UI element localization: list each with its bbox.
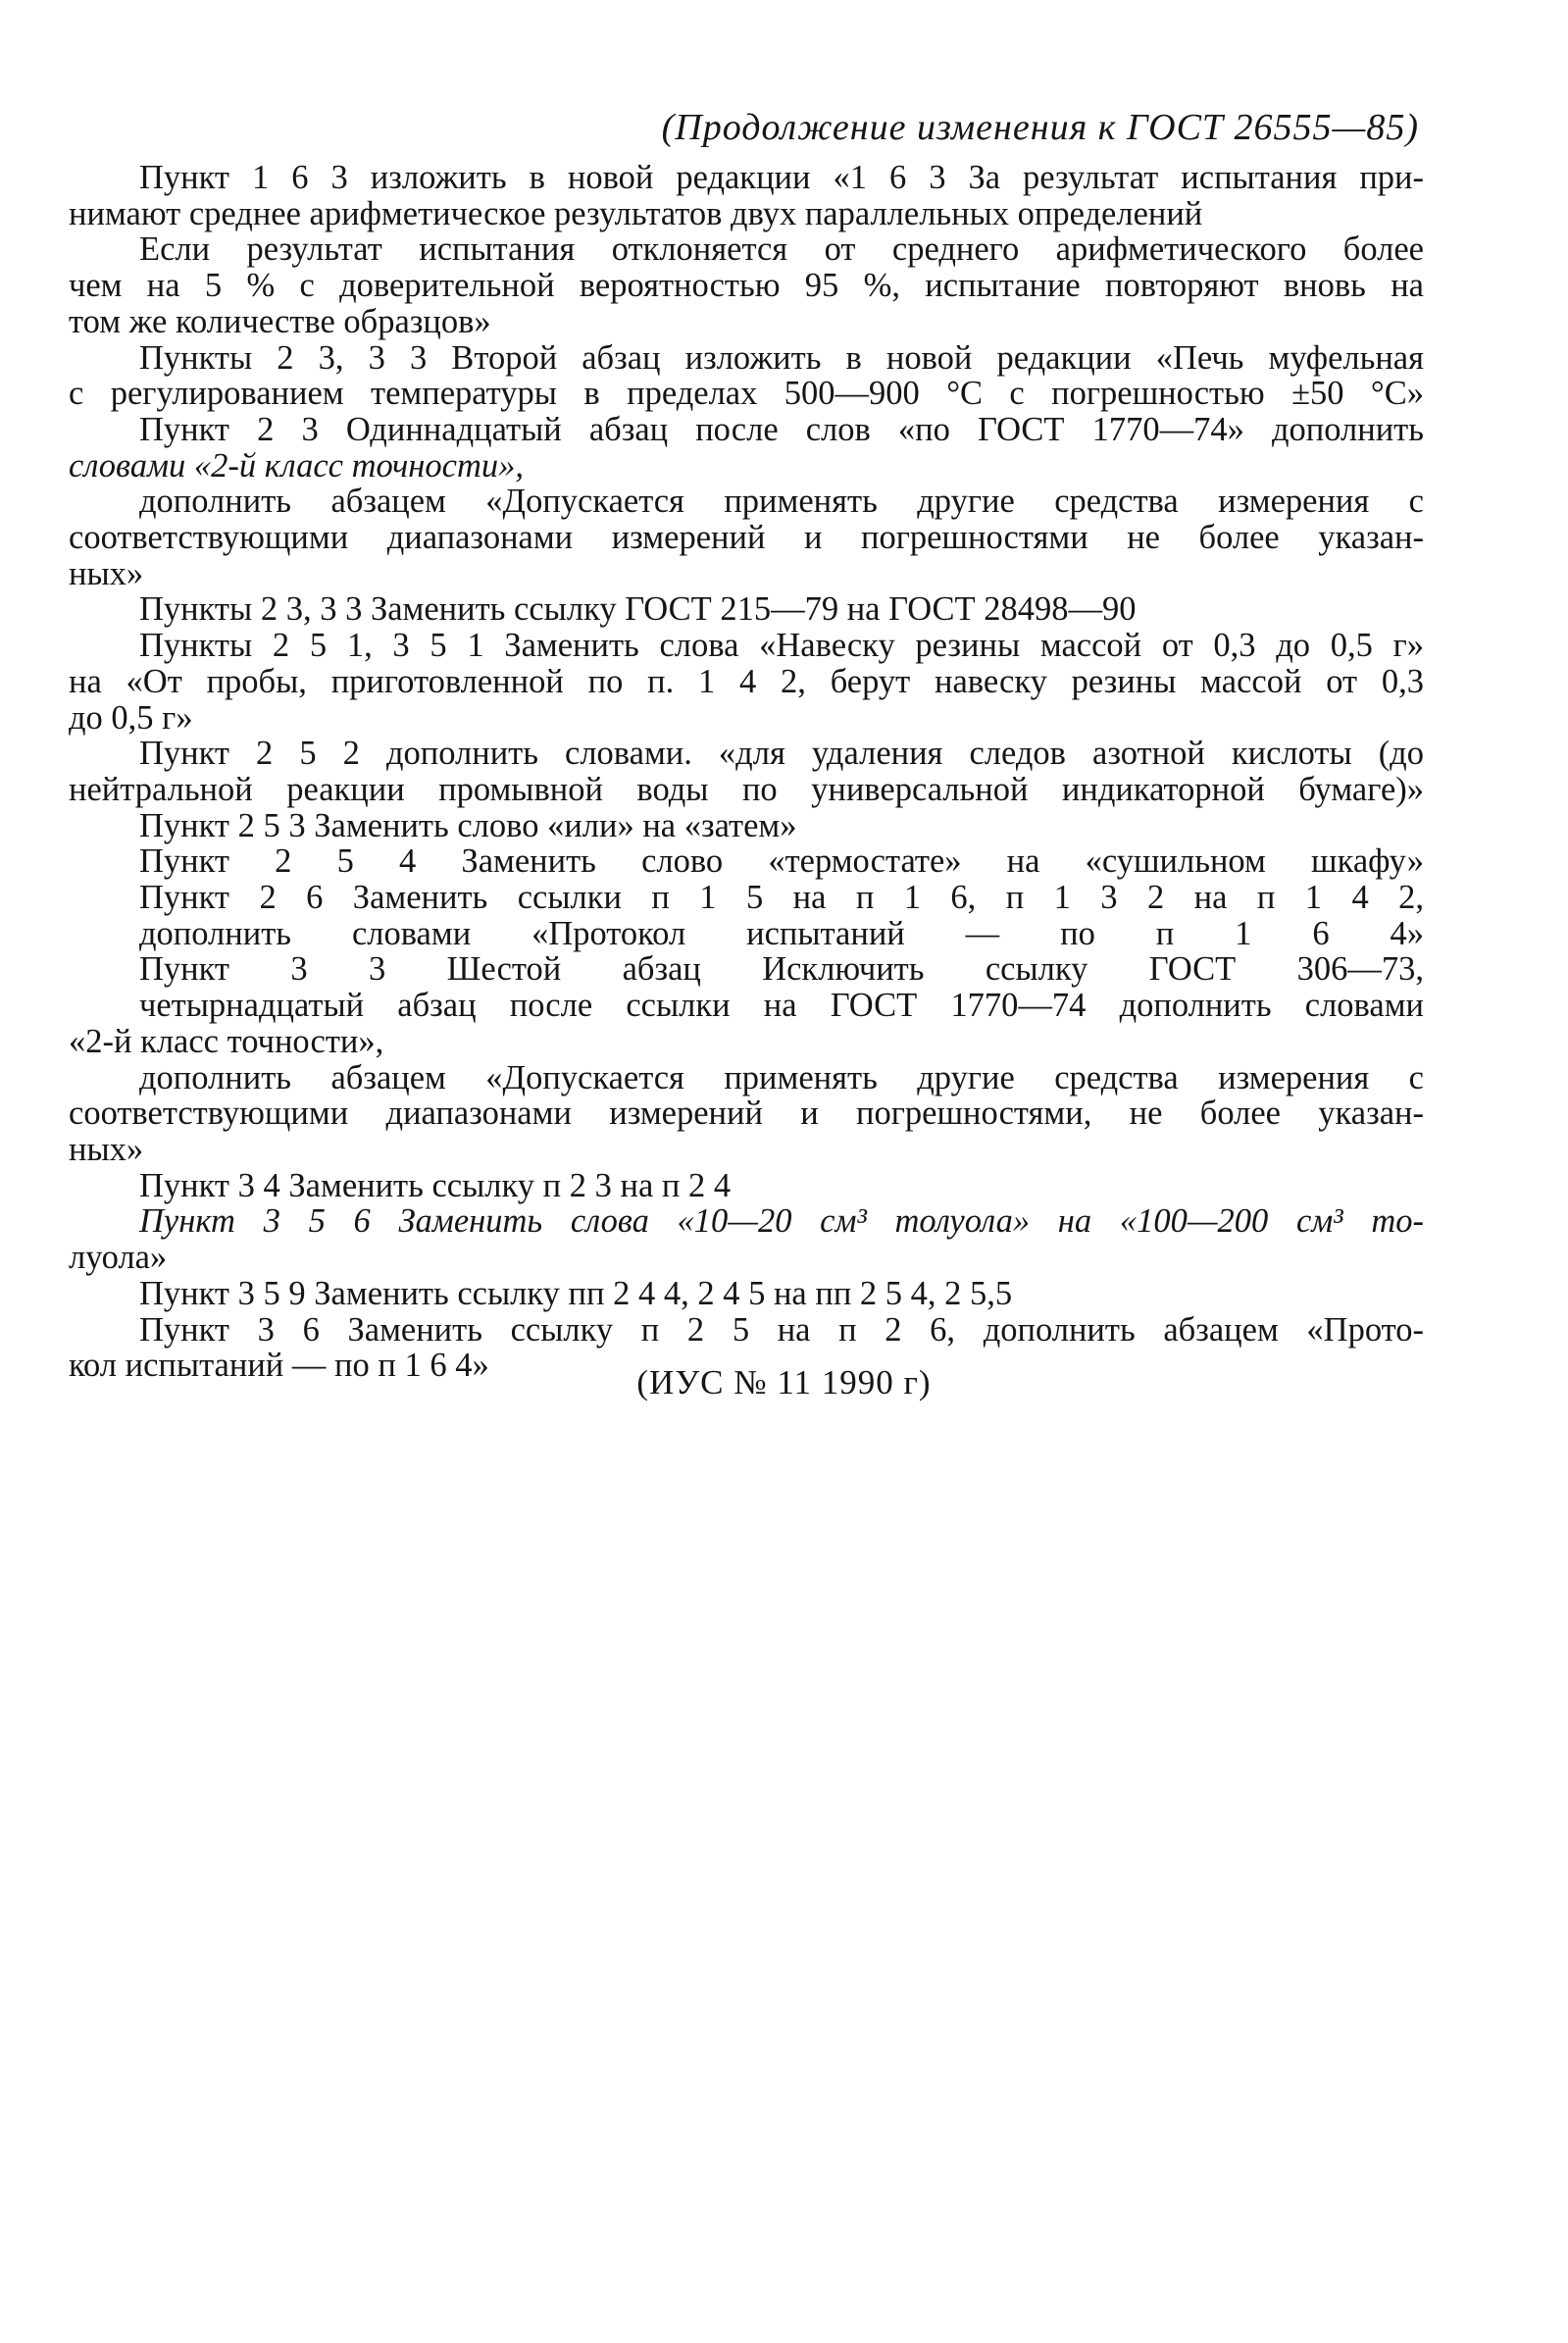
text-line: на «От пробы, приготовленной по п. 1 4 2, берут навеску резины массой от 0,3 bbox=[69, 662, 1424, 700]
source-reference: (ИУС № 11 1990 г) bbox=[636, 1363, 932, 1401]
text-line: Пункт 3 6 Заменить ссылку п 2 5 на п 2 6, дополнить абзацем «Прото- bbox=[139, 1310, 1424, 1349]
text-line: Если результат испытания отклоняется от среднего арифметического более bbox=[139, 230, 1424, 269]
text-line: дополнить абзацем «Допускается применять другие средства измерения с bbox=[139, 483, 1424, 521]
text-line: Пункты 2 3, 3 3 Заменить ссылку ГОСТ 215—79 на ГОСТ 28498—90 bbox=[139, 590, 1137, 629]
text-line: Пункт 2 3 Одиннадцатый абзац после слов «по ГОСТ 1770—74» дополнить bbox=[139, 410, 1424, 448]
text-line: Пункт 2 5 4 Заменить слово «термостате» на «сушильном шкафу» bbox=[139, 842, 1424, 881]
text-line: Пункт 2 5 3 Заменить слово «или» на «затем» bbox=[139, 806, 797, 844]
text-line: ных» bbox=[69, 1130, 144, 1168]
text-line: нейтральной реакции промывной воды по универсальной индикаторной бумаге)» bbox=[69, 770, 1424, 808]
text-line: Пункт 3 5 6 Заменить слова «10—20 см³ толуола» на «100—200 см³ то- bbox=[139, 1202, 1424, 1241]
text-line: кол испытаний — по п 1 6 4» bbox=[69, 1347, 489, 1385]
text-line: четырнадцатый абзац после ссылки на ГОСТ 1770—74 дополнить словами bbox=[139, 987, 1424, 1025]
text-line: с регулированием температуры в пределах 500—900 °С с погрешностью ±50 °С» bbox=[69, 375, 1424, 413]
text-line: том же количестве образцов» bbox=[69, 302, 491, 340]
text-line: соответствующими диапазонами измерений и погрешностями не более указан- bbox=[69, 519, 1424, 557]
text-line: Пункт 2 5 2 дополнить словами. «для удаления следов азотной кислоты (до bbox=[139, 735, 1424, 773]
text-line: Пункт 3 5 9 Заменить ссылку пп 2 4 4, 2 4 5 на пп 2 5 4, 2 5,5 bbox=[139, 1274, 1013, 1312]
text-line: чем на 5 % с доверительной вероятностью 95 %, испытание повторяют вновь на bbox=[69, 267, 1424, 305]
amendment-text bbox=[69, 160, 1424, 1384]
text-line: Пункт 2 6 Заменить ссылки п 1 5 на п 1 6, п 1 3 2 на п 1 4 2, bbox=[139, 879, 1424, 917]
text-line: ных» bbox=[69, 554, 144, 592]
text-line: «2-й класс точности», bbox=[69, 1022, 384, 1060]
text-line: до 0,5 г» bbox=[69, 698, 193, 737]
text-line: дополнить словами «Протокол испытаний — по п 1 6 4» bbox=[139, 914, 1424, 952]
text-line: дополнить абзацем «Допускается применять другие средства измерения с bbox=[139, 1058, 1424, 1096]
page-header: (Продолжение изменения к ГОСТ 26555—85) bbox=[661, 107, 1419, 148]
text-line: словами «2-й класс точности», bbox=[69, 446, 525, 484]
text-line: нимают среднее арифметическое результатов двух параллельных определений bbox=[69, 194, 1203, 232]
text-line: Пункт 3 4 Заменить ссылку п 2 3 на п 2 4 bbox=[139, 1166, 732, 1204]
text-line: Пункт 3 3 Шестой абзац Исключить ссылку ГОСТ 306—73, bbox=[139, 950, 1424, 989]
text-line: Пункты 2 5 1, 3 5 1 Заменить слова «Навеску резины массой от 0,3 до 0,5 г» bbox=[139, 627, 1424, 665]
text-line: Пункты 2 3, 3 3 Второй абзац изложить в новой редакции «Печь муфельная bbox=[139, 338, 1424, 377]
text-line: луола» bbox=[69, 1239, 168, 1277]
text-line: Пункт 1 6 3 изложить в новой редакции «1 6 3 За результат испытания при- bbox=[139, 159, 1424, 196]
text-line: соответствующими диапазонами измерений и погрешностями, не более указан- bbox=[69, 1095, 1424, 1133]
